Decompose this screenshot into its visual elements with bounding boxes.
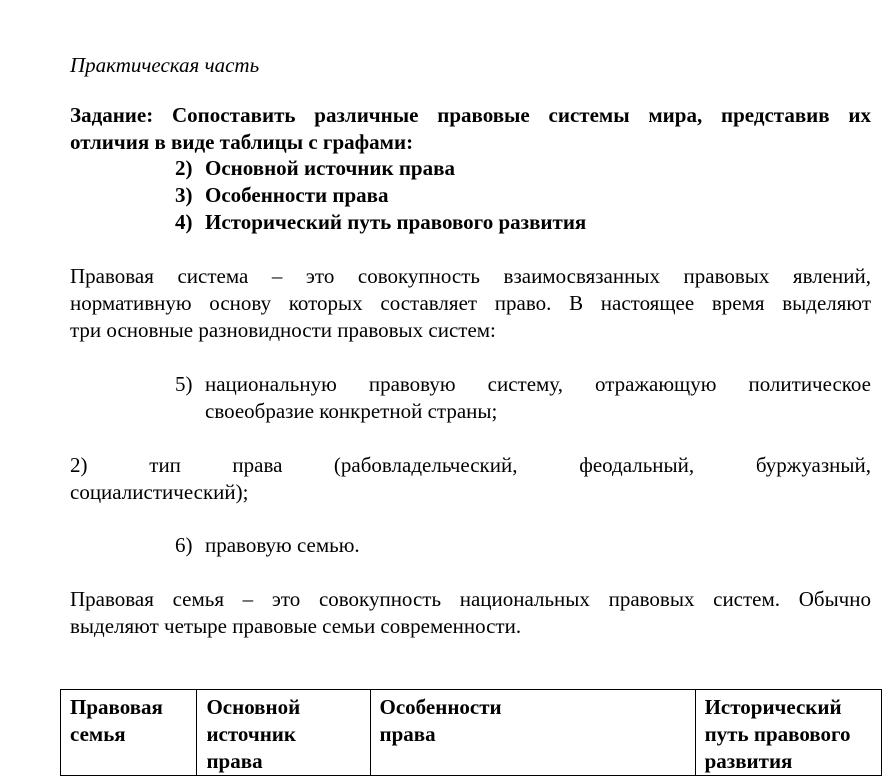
paragraph-line: нормативную основу которых составляет право. В настоящее время выделяют [70, 291, 871, 315]
list-text-line: своеобразие конкретной страны; [205, 399, 498, 423]
list-item [175, 209, 586, 236]
list-number: 2) [175, 156, 193, 180]
header-line: семья [70, 722, 126, 746]
paragraph-legal-family [70, 586, 871, 640]
list-item-law-type [70, 452, 871, 506]
header-line: Правовая [70, 695, 163, 719]
header-line: Основной [206, 695, 301, 719]
list-text: правовую семью. [205, 533, 360, 557]
list-text: Особенности права [205, 183, 389, 207]
header-line: права [379, 722, 436, 746]
header-line: путь правового [704, 722, 851, 746]
header-cell-history [695, 690, 881, 776]
header-line: Исторический [704, 695, 842, 719]
task-line: Задание: Сопоставить различные правовые системы мира, представив их [70, 103, 871, 127]
list-item-legal-family [175, 532, 360, 559]
list-number: 3) [175, 183, 193, 207]
list-number: 5) [175, 372, 193, 396]
header-cell-family [61, 690, 197, 776]
paragraph-line: Правовая семья – это совокупность национальных правовых систем. Обычно [70, 587, 871, 611]
list-text: Исторический путь правового развития [205, 210, 587, 234]
header-line: источник [206, 722, 297, 746]
list-item [175, 155, 586, 182]
list-text: Основной источник права [205, 156, 455, 180]
paragraph-line: Правовая система – это совокупность взаимосвязанных правовых явлений, [70, 264, 871, 288]
list-item [175, 182, 586, 209]
header-line: Особенности [379, 695, 502, 719]
paragraph-legal-system [70, 263, 871, 344]
task-line: отличия в виде таблицы с графами: [70, 130, 414, 154]
task-statement [70, 102, 871, 156]
list-text-line: социалистический); [70, 480, 249, 504]
header-line: права [206, 749, 263, 773]
paragraph-line: выделяют четыре правовые семьи современности. [70, 614, 522, 638]
list-number: 6) [175, 533, 193, 557]
header-cell-features [370, 690, 695, 776]
legal-families-table [60, 689, 882, 776]
header-cell-source [197, 690, 370, 776]
paragraph-line: три основные разновидности правовых систем: [70, 318, 496, 342]
list-number: 4) [175, 210, 193, 234]
section-heading: Практическая часть [70, 53, 260, 77]
task-columns-list [175, 155, 586, 236]
list-text-line: национальную правовую систему, отражающую политическое [205, 372, 871, 396]
list-text [205, 371, 871, 425]
table-header-row [61, 690, 882, 776]
list-text-line: 2) тип права (рабовладельческий, феодальный, буржуазный, [70, 453, 871, 477]
header-line: развития [704, 749, 793, 773]
